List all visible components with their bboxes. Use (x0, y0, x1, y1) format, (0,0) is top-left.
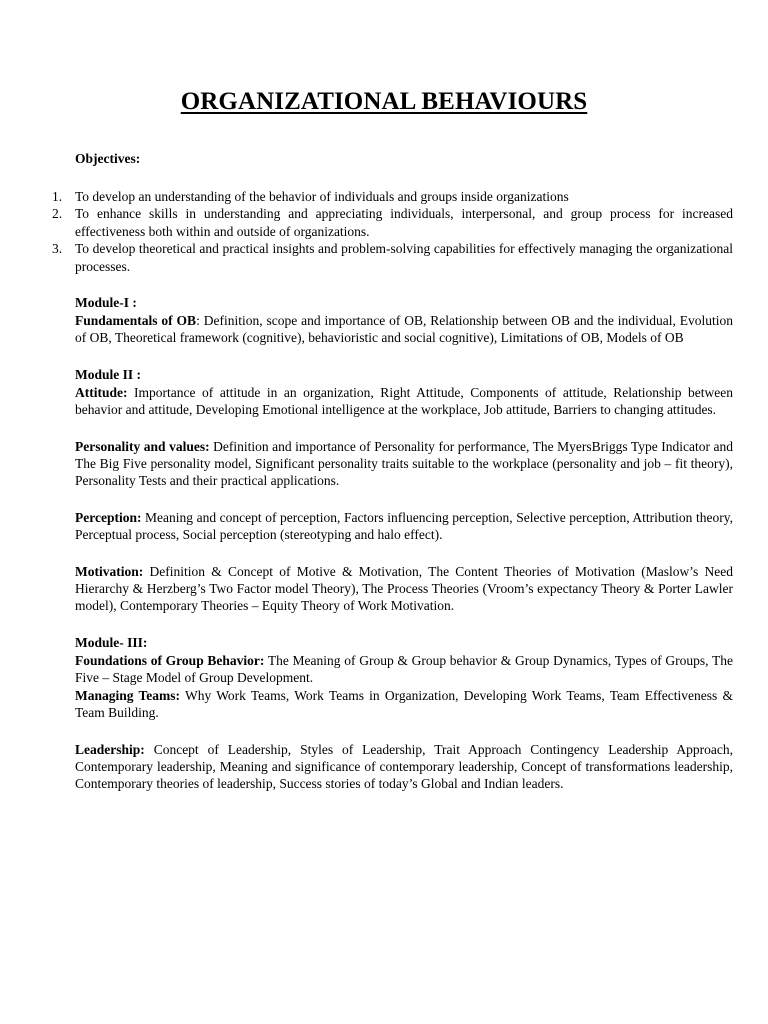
perception-text: Meaning and concept of perception, Factors influencing perception, Selective perception, Attribution theory, Perceptual process, Social perception (stereotyping and halo effect). (75, 509, 733, 543)
leadership-text: Concept of Leadership, Styles of Leadership, Trait Approach Contingency Leadership Approach, Contemporary leadership, Meaning and significance of contemporary leadership, Concept of transformations leadership, Contemporary theories of leadership, Success stories of today’s Global and Indian leaders. (75, 741, 733, 792)
group-behavior-text: The Meaning of Group & Group behavior & Group Dynamics, Types of Groups, The Five – Stage Model of Group Development. (75, 652, 733, 686)
module-1-fundamentals (75, 312, 733, 347)
personality-text: Definition and importance of Personality for performance, The MyersBriggs Type Indicator and The Big Five personality model, Significant personality traits suitable to the workplace (personality and job – fit theory), Personality Tests and their practical applications. (75, 438, 733, 489)
attitude-text: Importance of attitude in an organization, Right Attitude, Components of attitude, Relationship between behavior and attitude, Developing Emotional intelligence at the workplace, Job attitude, Barriers to changing attitudes. (75, 384, 733, 418)
personality-label: Personality and values: (75, 438, 210, 454)
objective-item (0, 240, 768, 275)
objectives-list (0, 188, 768, 275)
module-2-attitude (75, 384, 733, 419)
objective-number: 2. (52, 206, 63, 222)
managing-teams-label: Managing Teams: (75, 687, 180, 703)
managing-teams-text: Why Work Teams, Work Teams in Organization, Developing Work Teams, Team Effectiveness & Team Building. (75, 687, 733, 721)
module-2-motivation (75, 563, 733, 615)
syllabus-content (75, 294, 733, 793)
group-behavior-label: Foundations of Group Behavior: (75, 652, 265, 668)
objective-text: To enhance skills in understanding and appreciating individuals, interpersonal, and group process for increased effectiveness both within and outside of organizations. (75, 206, 733, 239)
motivation-label: Motivation: (75, 563, 144, 579)
objective-number: 1. (52, 189, 63, 204)
module-3-heading: Module- III: (75, 634, 148, 650)
objective-item (0, 205, 768, 240)
objectives-heading: Objectives: (75, 151, 141, 166)
module-2-personality (75, 438, 733, 490)
module-2-heading: Module II : (75, 366, 142, 382)
objective-text: To develop theoretical and practical insights and problem-solving capabilities for effectively managing the organizational processes. (75, 241, 733, 274)
attitude-label: Attitude: (75, 384, 128, 400)
fundamentals-text: : Definition, scope and importance of OB, Relationship between OB and the individual, Evolution of OB, Theoretical framework (cognitive), behavioristic and social cognitive), Limitations of OB, Models of OB (75, 313, 733, 346)
module-2-perception (75, 509, 733, 544)
objective-item (0, 188, 768, 205)
fundamentals-label: Fundamentals of OB (75, 313, 197, 328)
motivation-text: Definition & Concept of Motive & Motivation, The Content Theories of Motivation (Maslow’s Need Hierarchy & Herzberg’s Two Factor model Theory), The Process Theories (Vroom’s expectancy Theory & Porter Lawler model), Contemporary Theories – Equity Theory of Work Motivation. (75, 563, 733, 614)
page-title: ORGANIZATIONAL BEHAVIOURS (180, 88, 588, 115)
objective-number: 3. (52, 241, 63, 257)
module-3-leadership (75, 741, 733, 793)
perception-label: Perception: (75, 509, 142, 525)
module-1-heading: Module-I : (75, 295, 137, 310)
module-3-group-behavior (75, 652, 733, 687)
module-3-managing-teams (75, 687, 733, 722)
leadership-label: Leadership: (75, 741, 145, 757)
objective-text: To develop an understanding of the behavior of individuals and groups inside organizations (75, 189, 569, 204)
